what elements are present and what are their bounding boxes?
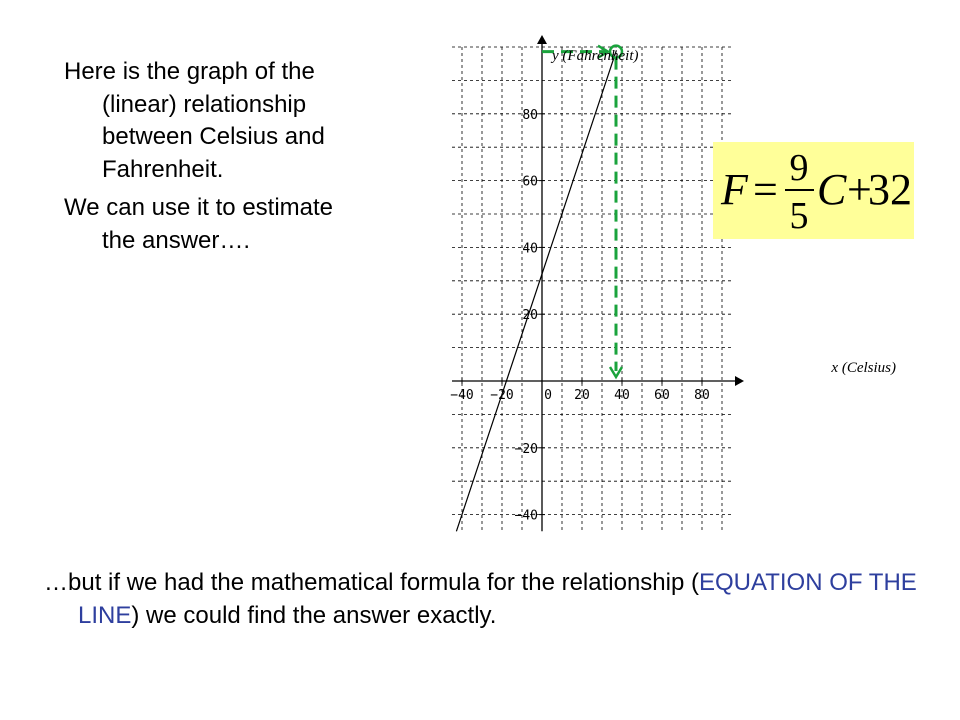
conclusion-suffix: ) we could find the answer exactly. <box>131 602 497 629</box>
x-tick-label: 60 <box>654 388 670 403</box>
conclusion-prefix: …but if we had the mathematical formula for the relationship ( <box>44 569 699 596</box>
y-axis-label: y (Fahrenheit) <box>552 48 639 64</box>
y-axis-arrow <box>537 35 547 44</box>
explanation-paragraph-1: Here is the graph of the (linear) relationship between Celsius and Fahrenheit. <box>64 58 325 183</box>
y-tick-label: −40 <box>514 508 538 524</box>
x-tick-label: 0 <box>544 388 552 403</box>
x-tick-label: −40 <box>450 388 474 403</box>
grid-lines <box>452 47 732 531</box>
x-tick-label: 80 <box>694 388 710 403</box>
formula-numerator: 9 <box>789 147 809 189</box>
tick-labels <box>450 108 710 524</box>
conclusion-text <box>44 566 960 632</box>
formula-denominator: 5 <box>789 195 809 237</box>
y-tick-label: 80 <box>522 107 538 123</box>
x-axis-label: x (Celsius) <box>831 360 896 376</box>
y-tick-label: 60 <box>522 174 538 190</box>
formula-variable: C <box>817 165 847 214</box>
formula-constant: 32 <box>868 165 912 214</box>
y-tick-label: −20 <box>514 441 538 457</box>
x-axis-arrow <box>735 376 744 386</box>
y-tick-label: 40 <box>522 241 538 257</box>
explanation-paragraph-2: We can use it to estimate the answer…. <box>64 194 334 254</box>
x-tick-label: −20 <box>490 388 514 403</box>
formula-plus: + <box>847 165 872 214</box>
x-tick-label: 20 <box>574 388 590 403</box>
x-tick-label: 40 <box>614 388 630 403</box>
y-tick-label: 20 <box>522 308 538 324</box>
axes <box>452 35 744 531</box>
formula-equals: = <box>753 165 778 214</box>
formula-box <box>713 142 914 239</box>
equation-of-line-highlight: EQUATION OF THE LINE <box>78 569 917 629</box>
formula-lhs: F <box>721 165 748 214</box>
